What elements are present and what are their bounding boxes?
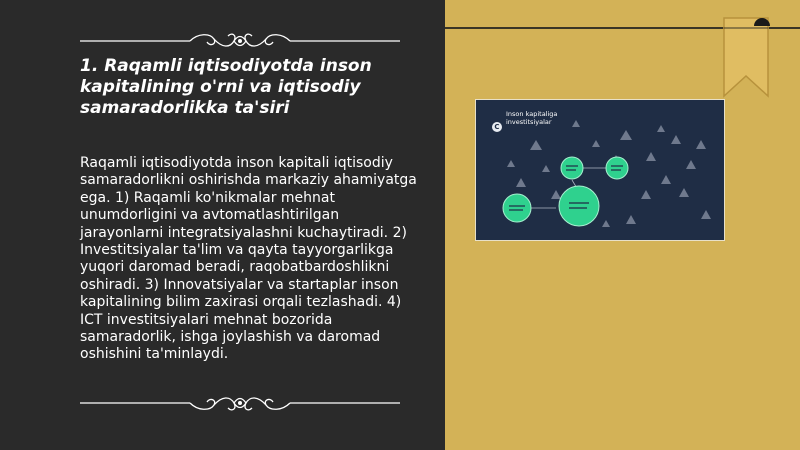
slide-body: Raqamli iqtisodiyotda inson kapitali iqtisodiy samaradorlikni oshirishda markaziy ahamiyatga ega. 1) Raqamli ko'nikmalar mehnat unumdorligini va avtomatlashtirilgan jarayonlarni integratsiyalashni kuchaytiradi. 2) Investitsiyalar ta'lim va qayta tayyorgarlikga yuqori daromad beradi, raqobatbardoshlikni oshiradi. 3) Innovatsiyalar va startaplar inson kapitalining bilim zaxirasi orqali tezlashadi. 4) ICT investitsiyalari mehnat bozorida samaradorlik, ishga joylashish va daromad oshishini ta'minlaydi. [80,155,417,363]
infographic-image [475,99,725,241]
flourish-divider-top-icon [80,30,400,52]
slide-title: 1. Raqamli iqtisodiyotda inson kapitalining o'rni va iqtisodiy samaradorlikka ta'siri [80,56,372,118]
infographic-title: Inson kapitaliga investitsiyalar [506,110,558,126]
infographic-logo-icon: C [492,122,502,132]
flourish-divider-bottom-icon [80,392,400,414]
infographic-network-graphic [476,100,725,241]
bookmark-ribbon-icon [720,16,772,98]
